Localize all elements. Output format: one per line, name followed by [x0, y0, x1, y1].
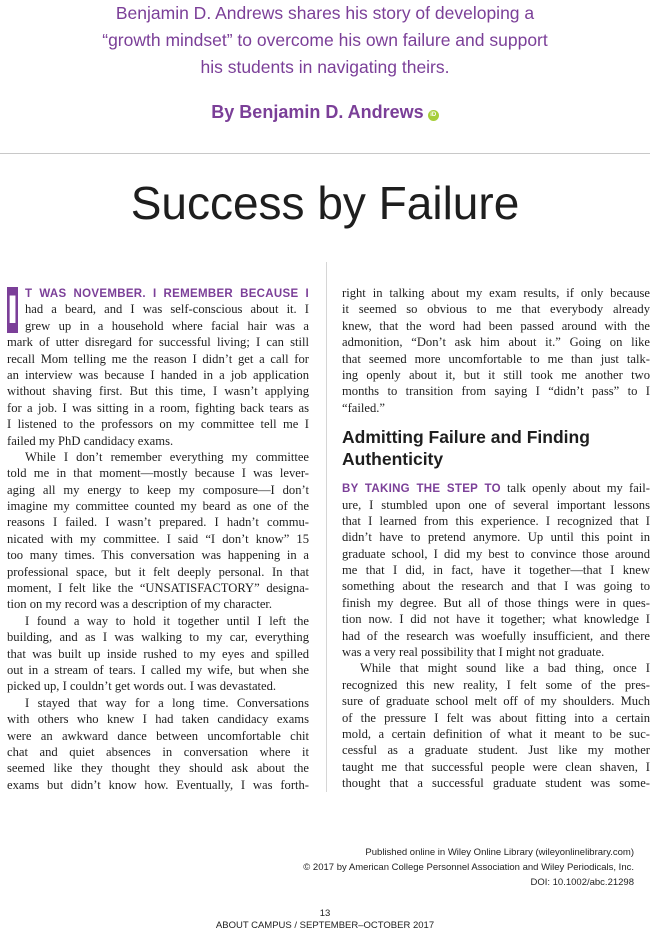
- text-line: admonition, “Don’t ask him about it.” Going on like: [342, 335, 650, 350]
- text-line: that seemed more uncomfortable to me than just talk-: [342, 351, 650, 366]
- text-line: finish my degree. But all of those things were in ques-: [342, 595, 650, 610]
- text-line: something about the research and that I was going to: [342, 579, 650, 594]
- text-line: recognized this new reality, I felt some of the pres-: [342, 677, 650, 692]
- text-line: sure of graduate school melt off of my shoulders. Much: [342, 694, 650, 709]
- lead-in-caps: BY TAKING THE STEP TO: [342, 483, 501, 496]
- text-line: building, and as I was walking to my car, everything: [7, 630, 309, 645]
- column-divider: [326, 262, 327, 792]
- lead-in-line: [342, 480, 650, 496]
- text-line: failed my PhD candidacy exams.: [7, 433, 174, 448]
- text-line: had of the research was woefully insufficient, and there: [342, 628, 650, 643]
- text-line: taught me that successful people were clean shaven, I: [342, 759, 650, 774]
- text-line: cessful as a graduate student. Just like my mother: [342, 743, 650, 758]
- subhead-line: Authenticity: [342, 449, 444, 470]
- page-number: 13: [319, 908, 331, 919]
- text-line: knew, that the word had been passed around with the: [342, 318, 650, 333]
- article-deck: [40, 0, 610, 81]
- text-line: I stayed that way for a long time. Conversations: [25, 695, 309, 710]
- text-line: seemed like they thought they should ask about the: [7, 761, 309, 776]
- text-line: was a very real possibility that I might not graduate.: [342, 645, 605, 660]
- text-line: imagine my committee counted my beard as one of the: [7, 499, 309, 514]
- text-line: mold, a certain definition of what it meant to be suc-: [342, 726, 650, 741]
- text-line: graduate school, I did my best to convince those around: [342, 546, 650, 561]
- text-line: told me in that moment—mostly because I was lever-: [7, 466, 309, 481]
- text-line: recall Mom telling me the reason I didn’t get a call for: [7, 351, 309, 366]
- text-line: out in a stream of tears. I called my wife, but when she: [7, 662, 309, 677]
- left-column: [7, 285, 309, 793]
- text-line: without shaving first. But this time, I wasn’t applying: [7, 384, 309, 399]
- text-line: right in talking about my exam results, if only because: [342, 286, 650, 300]
- deck-line: Benjamin D. Andrews shares his story of developing a: [115, 3, 535, 23]
- text-line: reasons I failed. I wasn’t prepared. I hadn’t commu-: [7, 515, 309, 530]
- text-line: grew up in a household where facial hair was a: [25, 318, 309, 333]
- publication-footer: [303, 845, 634, 890]
- orcid-icon[interactable]: iD: [428, 110, 439, 121]
- text-line: chat and quiet absences in conversation where it: [7, 744, 309, 759]
- journal-issue: ABOUT CAMPUS / SEPTEMBER–OCTOBER 2017: [215, 920, 435, 931]
- text-line: too many times. This conversation was happening in a: [7, 548, 309, 563]
- text-line: aging all my energy to keep my composure—I don’t: [7, 482, 309, 497]
- text-line: tion on my record was a description of my character.: [7, 597, 273, 612]
- doi: DOI: 10.1002/abc.21298: [530, 877, 634, 888]
- text-line: professional space, but it felt deeply personal. In that: [7, 564, 309, 579]
- lead-in-caps: T WAS NOVEMBER. I REMEMBER BECAUSE I: [25, 288, 309, 300]
- text-line: months to transition from saying I “didn’t pass” to I: [342, 384, 650, 399]
- published-online: Published online in Wiley Online Library (wileyonlinelibrary.com): [365, 847, 634, 858]
- text-line: didn’t have to pretend anymore. Up until this point in: [342, 530, 650, 545]
- text-line: ing openly about it, but it still took me another two: [342, 367, 650, 382]
- deck-line: “growth mindset” to overcome his own failure and support: [102, 30, 548, 50]
- lead-in-line: [7, 285, 309, 301]
- text-line: While that might sound like a bad thing, once I: [360, 661, 650, 676]
- text-line: were an awkward dance between uncomfortable chit: [7, 728, 309, 743]
- text-line: an interview was because I handed in a job application: [7, 367, 309, 382]
- text-line: ure, I stumbled upon one of several important lessons: [342, 497, 650, 512]
- text-line: exams but didn’t know how. Eventually, I was forth-: [7, 777, 309, 792]
- author-name: By Benjamin D. Andrews: [211, 102, 424, 122]
- text-line: that was built up inside rushed to my eyes and spilled: [7, 646, 309, 661]
- text-line: tion now. I did not have it together; what knowledge I: [342, 612, 650, 627]
- text-line: me that I did, in fact, have it together—that I knew: [342, 563, 650, 578]
- text-line: While I don’t remember everything my committee: [25, 449, 309, 464]
- page-footer: [0, 908, 650, 932]
- right-column: [342, 285, 650, 792]
- text-line: for a job. I was sitting in a room, fighting back tears as: [7, 400, 309, 415]
- text-line: that I learned from this experience. I recognized that I: [342, 513, 650, 528]
- text-line: picked up, I couldn’t get words out. I was devastated.: [7, 679, 277, 694]
- text-line: of the pressure I felt was about fitting into a certain: [342, 710, 650, 725]
- text-line: nicated with my committee. I said “I don’t know” 15: [7, 531, 309, 546]
- text-line: I found a way to hold it together until I left the: [25, 613, 309, 628]
- article-title: Success by Failure: [130, 177, 520, 229]
- text-line: mark of utter disregard for successful living; I can still: [7, 335, 309, 350]
- text-line: I listened to the professors on my committee tell me I: [7, 417, 309, 432]
- text-line: with others who knew I had taken candidacy exams: [7, 712, 309, 727]
- text-line: thought that a successful graduate student was some-: [342, 776, 650, 791]
- text-line: “failed.”: [342, 400, 385, 415]
- text-line: it seemed so obvious to me that everybody already: [342, 302, 650, 317]
- lead-in-rest: talk openly about my fail-: [507, 481, 650, 496]
- deck-line: his students in navigating theirs.: [200, 57, 450, 77]
- byline: [0, 102, 650, 123]
- subhead-line: Admitting Failure and Finding: [342, 427, 590, 448]
- drop-cap: I: [7, 288, 18, 332]
- copyright-notice: © 2017 by American College Personnel Association and Wiley Periodicals, Inc.: [303, 862, 634, 873]
- text-line: had a beard, and I was self-conscious about it. I: [25, 302, 309, 317]
- text-line: moment, I felt like the “UNSATISFACTORY” designa-: [7, 581, 309, 596]
- header-rule: [0, 153, 650, 154]
- section-subhead: [342, 426, 650, 470]
